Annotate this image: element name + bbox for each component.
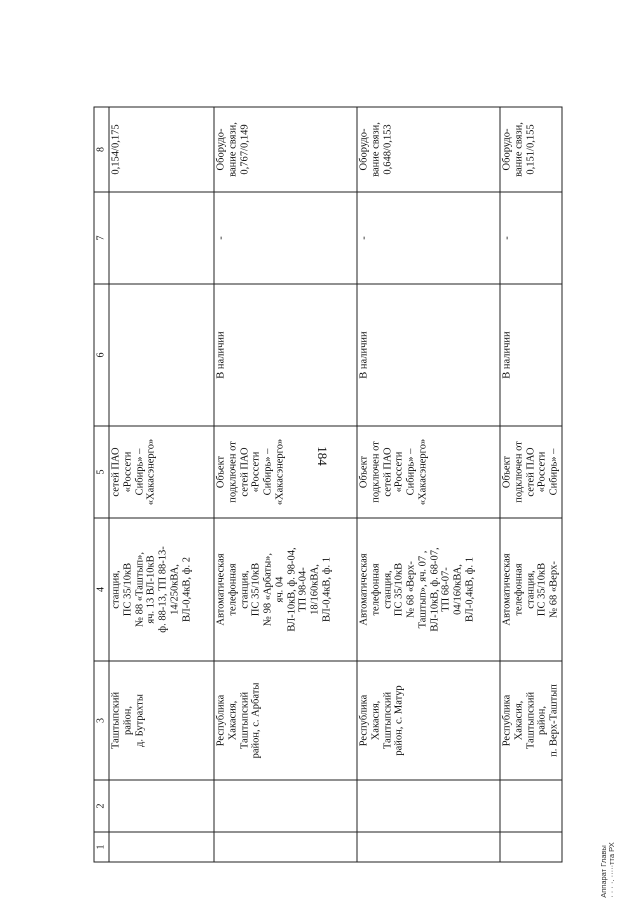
table-row [500,107,562,862]
table-cell: В наличии [500,284,562,426]
table-cell [109,192,214,284]
table-cell [357,832,500,862]
table-cell: Республика Хакасия, Таштыпский район, п. Верх-Таштып [500,661,562,780]
table-cell: Объект подключен от сетей ПАО «Россети Сибирь» – «Хакасэнерго» [214,426,357,518]
table-cell: Таштыпский район, д. Бутрахты [109,661,214,780]
header-cell: 5 [94,426,109,518]
table-cell [109,284,214,426]
header-cell: 6 [94,284,109,426]
table-cell: Республика Хакасия, Таштыпский район, с. Арбаты [214,661,357,780]
table-cell [500,832,562,862]
header-cell: 1 [94,832,109,862]
table-cell: Автоматическая телефонная станция, ПС 35/10кВ № 68 «Верх- Таштып», яч. 07 , ВЛ-10кВ, ф. 68-07, ТП 68-07- 04/160кВА, ВЛ-0,4кВ, ф. 1 [357,518,500,661]
table-cell: Автоматическая телефонная станция, ПС 35/10кВ № 68 «Верх- [500,518,562,661]
table-cell [214,780,357,832]
table-cell: Автоматическая телефонная станция, ПС 35/10кВ № 98 «Арбаты», яч. 04 ВЛ-10кВ, ф. 98-04, ТП 98-04- 18/160кВА, ВЛ-0,4кВ, ф. 1 [214,518,357,661]
table-cell: Оборудо- вание связи, 0,767/0,149 [214,107,357,192]
table-row [109,107,214,862]
table-row [357,107,500,862]
table-cell [357,780,500,832]
table-cell [500,780,562,832]
table-cell: В наличии [214,284,357,426]
table-cell: - [214,192,357,284]
table-cell: Республика Хакасия, Таштыпский район, с. Матур [357,661,500,780]
header-cell: 8 [94,107,109,192]
table-cell [214,832,357,862]
stamp-line: Аппарат Главы [598,845,608,898]
table-cell [109,780,214,832]
table-cell: В наличии [357,284,500,426]
table-cell: - [500,192,562,284]
table-row [214,107,357,862]
stamp-line: · · · ·. ·····тта РХ [607,842,616,898]
header-cell: 2 [94,780,109,832]
table-cell [109,832,214,862]
data-table [94,107,563,863]
table-cell: Объект подключен от сетей ПАО «Россети Сибирь» – «Хакасэнерго» [357,426,500,518]
table-cell: 0,154/0,175 [109,107,214,192]
table-cell: Оборудо- вание связи, 0,648/0,153 [357,107,500,192]
table-cell: Оборудо- вание связи, 0,151/0,155 [500,107,562,192]
header-cell: 4 [94,518,109,661]
table-cell: станция, ПС 35/10кВ № 88 «Таштып», яч. 13 ВЛ-10кВ ф. 88-13, ТП 88-13- 14/250кВА, ВЛ-0,4кВ, ф. 2 [109,518,214,661]
table-cell: Объект подключен от сетей ПАО «Россети Сибирь» – [500,426,562,518]
header-cell: 7 [94,192,109,284]
rotated-table-container [94,108,560,863]
header-cell: 3 [94,661,109,780]
page-number: 184 [315,446,330,466]
table-cell: - [357,192,500,284]
table-cell: сетей ПАО «Россети Сибирь» – «Хакасэнерго» [109,426,214,518]
office-stamp [600,842,617,898]
header-row [94,107,109,862]
